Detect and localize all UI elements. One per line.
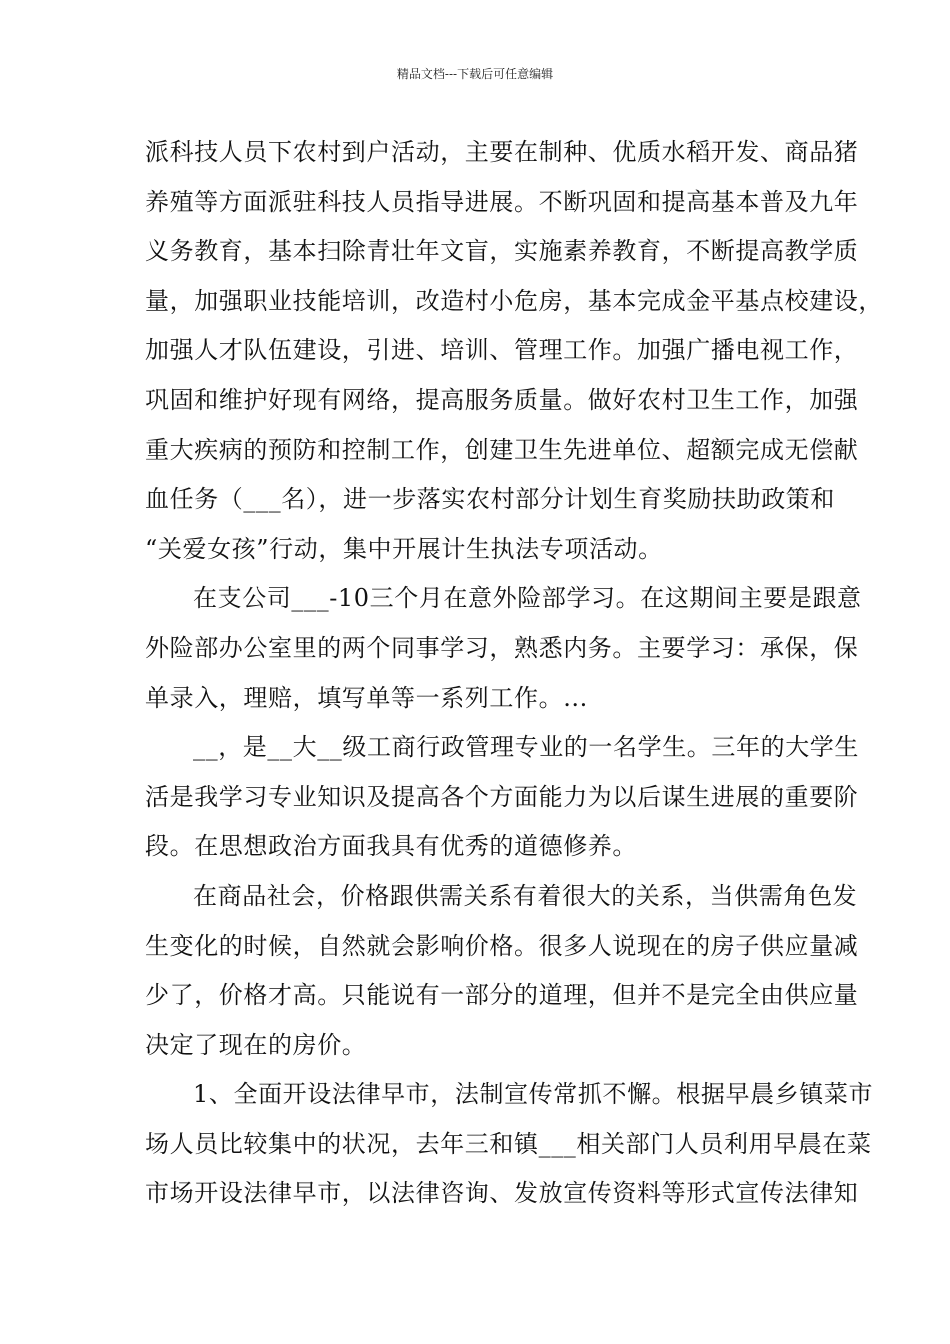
text-line: 在商品社会，价格跟供需关系有着很大的关系，当供需角色发 <box>193 881 858 910</box>
text-line: 单录入，理赔，填写单等一系列工作。... <box>145 683 588 712</box>
text-line: 在支公司___-10三个月在意外险部学习。在这期间主要是跟意 <box>193 584 862 613</box>
text-line: 养殖等方面派驻科技人员指导进展。不断巩固和提高基本普及九年 <box>145 187 859 216</box>
text-line: 巩固和维护好现有网络，提高服务质量。做好农村卫生工作，加强 <box>145 385 859 414</box>
text-line: 决定了现在的房价。 <box>145 1030 367 1059</box>
text-line: 活是我学习专业知识及提高各个方面能力为以后谋生进展的重要阶 <box>145 782 859 811</box>
text-line: 少了，价格才高。只能说有一部分的道理，但并不是完全由供应量 <box>145 981 859 1010</box>
text-line: 外险部办公室里的两个同事学习，熟悉内务。主要学习：承保，保 <box>145 633 859 662</box>
text-line: 生变化的时候，自然就会影响价格。很多人说现在的房子供应量减 <box>145 931 859 960</box>
text-line: 市场开设法律早市，以法律咨询、发放宣传资料等形式宣传法律知 <box>145 1179 859 1208</box>
text-line: 血任务（___名），进一步落实农村部分计划生育奖励扶助政策和 <box>145 485 835 514</box>
text-line: 重大疾病的预防和控制工作，创建卫生先进单位、超额完成无偿献 <box>145 435 859 464</box>
text-line: 段。在思想政治方面我具有优秀的道德修养。 <box>145 832 637 861</box>
text-line: 加强人才队伍建设，引进、培训、管理工作。加强广播电视工作， <box>145 336 859 365</box>
text-line: __，是__大__级工商行政管理专业的一名学生。三年的大学生 <box>193 733 859 762</box>
text-line: 1、全面开设法律早市，法制宣传常抓不懈。根据早晨乡镇菜市 <box>193 1080 874 1109</box>
document-body <box>145 128 883 1219</box>
page-header: 精品文档---下载后可任意编辑 <box>396 67 554 81</box>
text-line: 场人员比较集中的状况，去年三和镇___相关部门人员利用早晨在菜 <box>145 1129 872 1158</box>
text-line: 义务教育，基本扫除青壮年文盲，实施素养教育，不断提高教学质 <box>145 237 859 266</box>
text-line: 派科技人员下农村到户活动，主要在制种、优质水稻开发、商品猪 <box>145 138 859 166</box>
text-line: “关爱女孩”行动，集中开展计生执法专项活动。 <box>145 534 663 563</box>
text-line: 量，加强职业技能培训，改造村小危房，基本完成金平基点校建设， <box>145 286 883 315</box>
